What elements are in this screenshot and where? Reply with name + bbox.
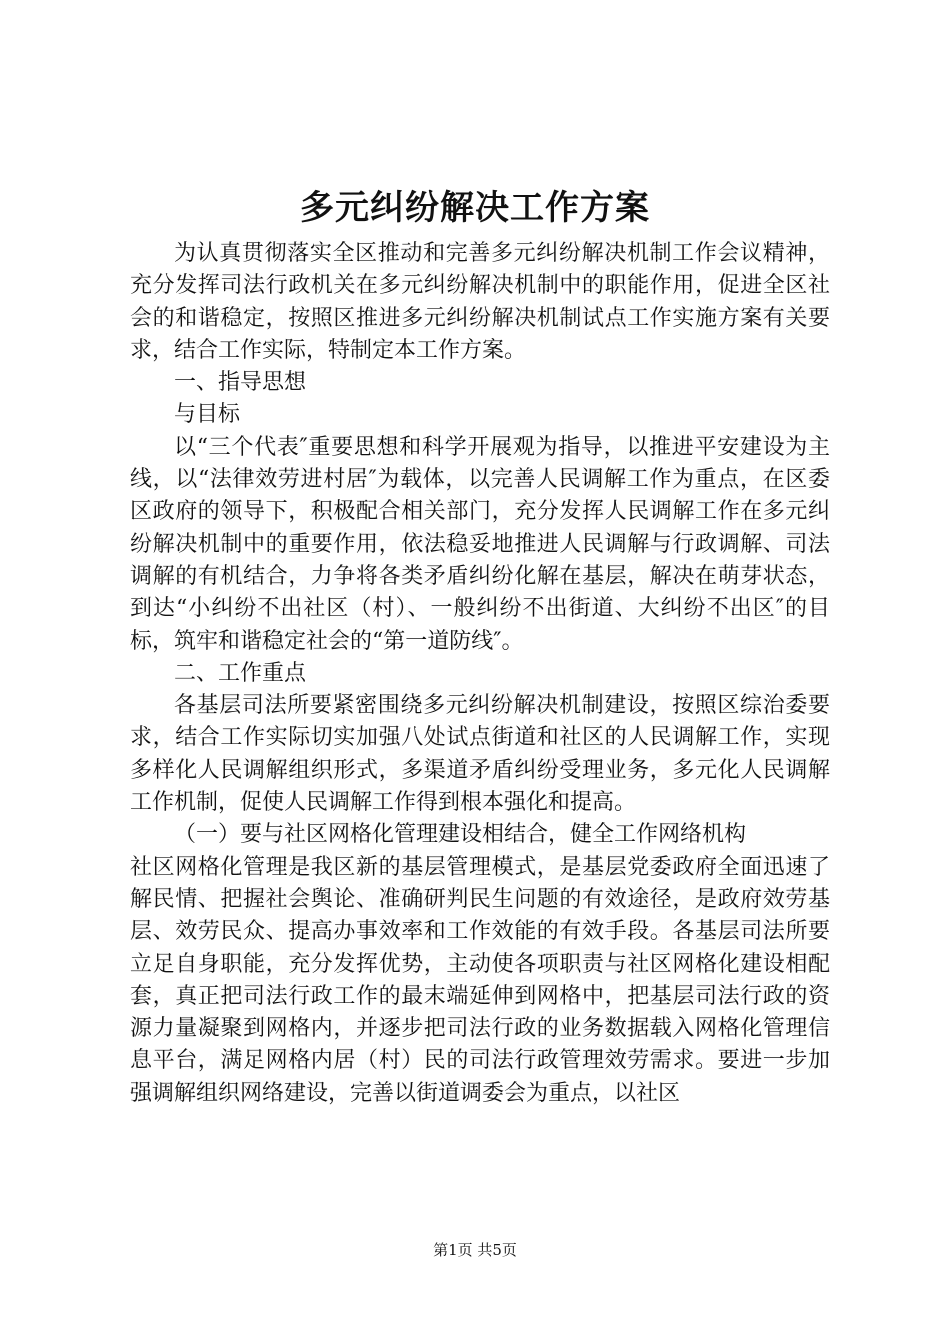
heading-work-focus: 二、工作重点	[174, 660, 307, 686]
document-title: 多元纠纷解决工作方案	[300, 188, 650, 228]
heading-goals: 与目标	[174, 402, 241, 428]
page-footer: 第1页 共5页	[433, 1241, 517, 1259]
paragraph-intro: 为认真贯彻落实全区推动和完善多元纠纷解决机制工作会议精神，充分发挥司法行政机关在多元纠纷解决机制中的职能作用，促进全区社会的和谐稳定，按照区推进多元纠纷解决机制试点工作实施方案有关要求，结合工作实际，特制定本工作方案。	[130, 241, 830, 363]
paragraph-work-focus: 各基层司法所要紧密围绕多元纠纷解决机制建设，按照区综治委要求，结合工作实际切实加强八处试点街道和社区的人民调解工作，实现多样化人民调解组织形式，多渠道矛盾纠纷受理业务，多元化人民调解工作机制，促使人民调解工作得到根本强化和提高。	[130, 693, 830, 816]
heading-guiding-thought: 一、指导思想	[174, 370, 307, 396]
paragraph-grid-management: 社区网格化管理是我区新的基层管理模式，是基层党委政府全面迅速了解民情、把握社会舆论、准确研判民生问题的有效途径，是政府效劳基层、效劳民众、提高办事效率和工作效能的有效手段。各基层司法所要立足自身职能，充分发挥优势，主动使各项职责与社区网格化建设相配套，真正把司法行政工作的最末端延伸到网格中，把基层司法行政的资源力量凝聚到网格内，并逐步把司法行政的业务数据载入网格化管理信息平台，满足网格内居（村）民的司法行政管理效劳需求。要进一步加强调解组织网络建设，完善以街道调委会为重点，以社区	[130, 854, 830, 1106]
paragraph-guiding-thought: 以“三个代表″重要思想和科学开展观为指导，以推进平安建设为主线，以“法律效劳进村居″为载体，以完善人民调解工作为重点，在区委区政府的领导下，积极配合相关部门，充分发挥人民调解工作在多元纠纷解决机制中的重要作用，依法稳妥地推进人民调解与行政调解、司法调解的有机结合，力争将各类矛盾纠纷化解在基层，解决在萌芽状态，到达“小纠纷不出社区（村）、一般纠纷不出街道、大纠纷不出区″的目标，筑牢和谐稳定社会的“第一道防线″。	[130, 434, 830, 654]
heading-section-1: （一）要与社区网格化管理建设相结合，健全工作网络机构	[174, 822, 747, 848]
document-body	[130, 238, 830, 1110]
